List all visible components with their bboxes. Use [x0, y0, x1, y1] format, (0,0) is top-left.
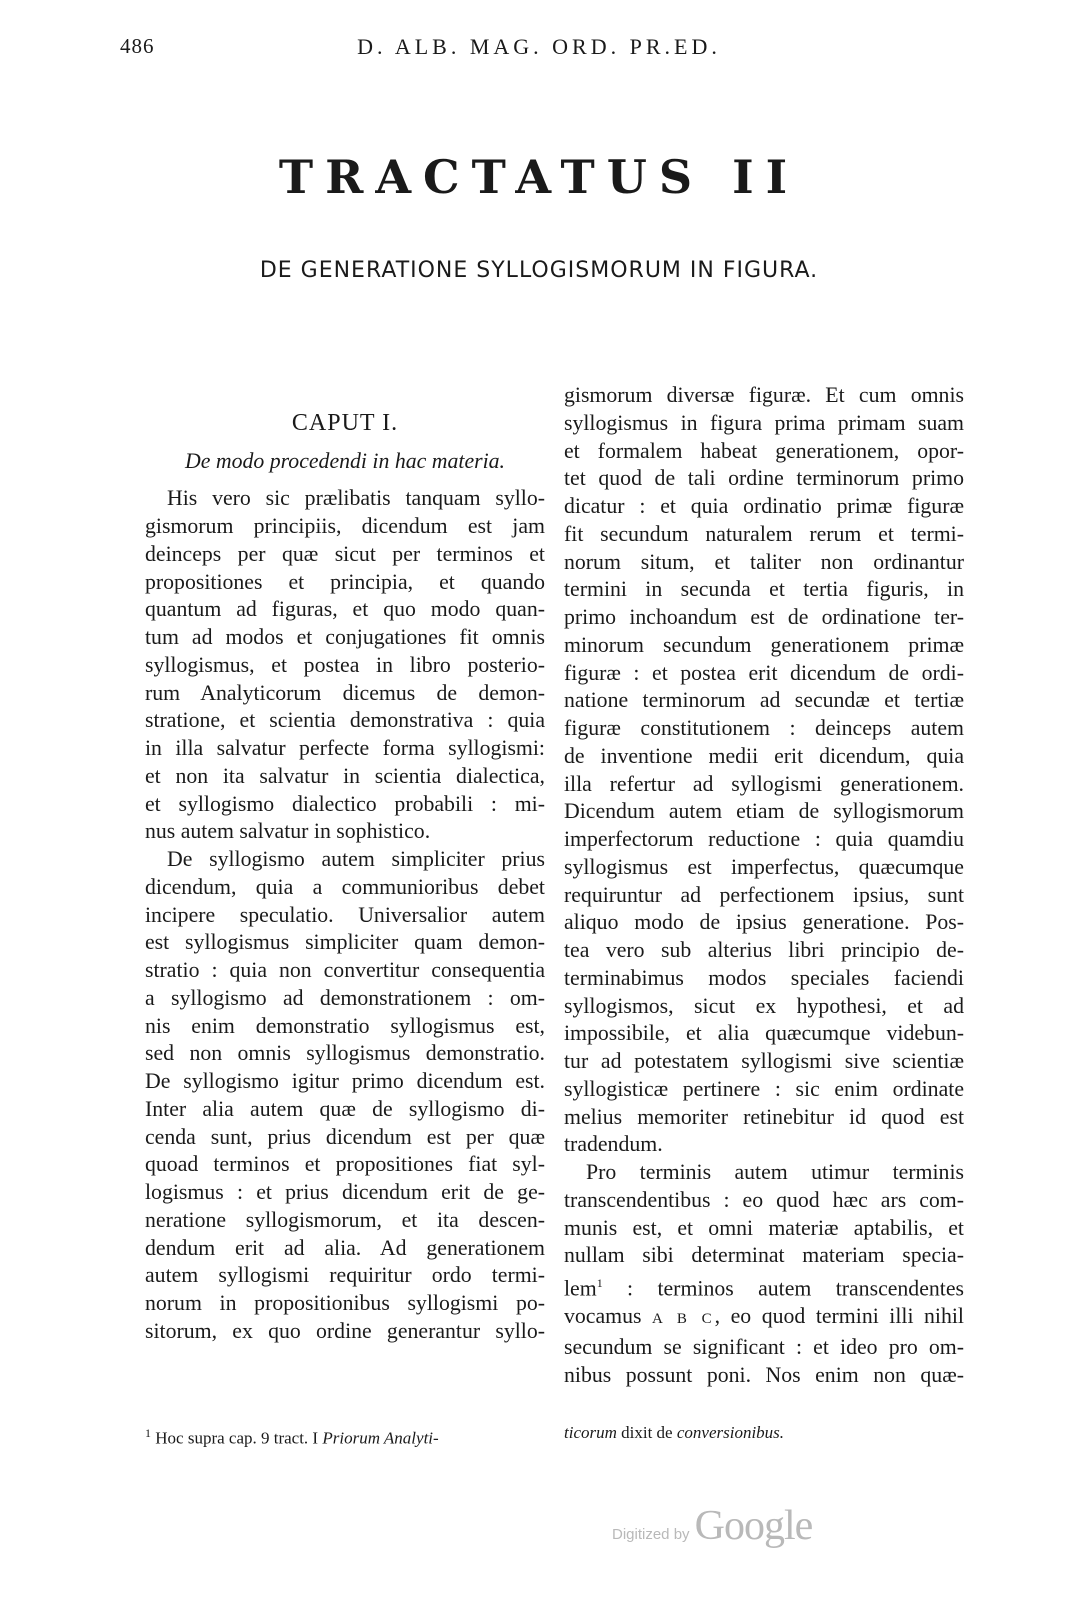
text-line: transcendentibus : eo quod hæc ars com-	[564, 1187, 964, 1212]
text-line: neratione syllogismorum, et ita descen-	[145, 1207, 545, 1232]
digitized-watermark	[612, 1502, 872, 1552]
text-line: syllogismus, et postea in libro posterio-	[145, 652, 545, 677]
text-line: nullam sibi determinat materiam specia-	[564, 1243, 964, 1268]
text-line: natione terminorum ad secundæ et tertiæ	[564, 688, 964, 713]
text-line: dendum erit ad alia. Ad generationem	[145, 1235, 545, 1260]
text-line: stratio : quia non convertitur consequentia	[145, 958, 545, 982]
running-head	[0, 28, 1078, 64]
text-line: de inventione medii erit dicendum, quia	[564, 743, 964, 768]
text-line: incipere speculatio. Universalior autem	[145, 902, 545, 927]
footnote-text: Hoc supra cap. 9 tract. I	[155, 1428, 319, 1448]
text-line	[564, 1303, 964, 1334]
text-line: requiruntur ad perfectionem ipsius, sunt	[564, 882, 964, 907]
text-line: nus autem salvatur in sophistico.	[145, 819, 431, 844]
text-line: syllogismus est imperfectus, quæcumque	[564, 854, 964, 879]
footnote-number: 1	[145, 1426, 151, 1440]
footnote-text: dixit de	[621, 1423, 673, 1442]
text-line: tradendum.	[564, 1132, 663, 1157]
text-line: munis est, et omni materiæ aptabilis, et	[564, 1215, 964, 1240]
digitized-by-text: Digitized by	[612, 1526, 690, 1543]
text-line: minorum secundum generationem primæ	[564, 632, 964, 657]
text-fragment: vocamus	[564, 1304, 642, 1329]
text-line: nibus possunt poni. Nos enim non quæ-	[564, 1362, 964, 1387]
text-line: logismus : et prius dicendum erit de ge-	[145, 1180, 545, 1204]
paragraph	[145, 846, 545, 1346]
text-line: et formalem habeat generationem, opor-	[564, 438, 964, 463]
text-line: tum ad modos et conjugationes fit omnis	[145, 625, 545, 649]
text-line: tet quod de tali ordine terminorum primo	[564, 466, 964, 491]
text-line	[564, 1270, 964, 1303]
text-line: impossibile, et alia quæcumque videbun-	[564, 1021, 964, 1046]
text-line: syllogisticæ pertinere : sic enim ordinate	[564, 1076, 964, 1101]
text-line: termini in secunda et tertia figuris, in	[564, 577, 964, 602]
text-line: stratione, et scientia demonstrativa : quia	[145, 708, 545, 733]
text-line: tur ad potestatem syllogismi sive scientiæ	[564, 1049, 964, 1073]
text-line: nis enim demonstratio syllogismus est,	[145, 1013, 545, 1038]
text-line: melius memoriter retinebitur id quod est	[564, 1104, 964, 1129]
text-line: illa refertur ad syllogismi generationem.	[564, 771, 964, 796]
text-line: sitorum, ex quo ordine generantur syllo-	[145, 1318, 545, 1343]
paragraph	[564, 382, 964, 1159]
text-fragment: lem	[564, 1276, 597, 1301]
text-line: Pro terminis autem utimur terminis	[586, 1160, 964, 1184]
text-line: dicatur : et quia ordinatio primæ figuræ	[564, 494, 964, 518]
text-line: gismorum principiis, dicendum est jam	[145, 514, 545, 538]
text-line: tea vero sub alterius libri principio de-	[564, 938, 964, 962]
text-line: aliquo modo de ipsius generatione. Pos-	[564, 910, 964, 935]
text-line: dicendum, quia a communioribus debet	[145, 874, 545, 899]
footnote-right	[564, 1422, 964, 1444]
text-line: quoad terminos et propositiones fiat syl-	[145, 1152, 545, 1177]
footnote-italic: conversionibus.	[676, 1423, 785, 1442]
text-line: primo inchoandum est de ordinatione ter-	[564, 605, 964, 629]
left-column	[145, 382, 545, 1346]
paragraph	[564, 1159, 964, 1389]
text-fragment: : terminos autem transcendentes	[627, 1276, 964, 1301]
text-line: a syllogismo ad demonstrationem : om-	[145, 985, 545, 1010]
text-line: terminabimus modos speciales faciendi	[564, 965, 964, 990]
text-line: est syllogismus simpliciter quam demon-	[145, 930, 545, 955]
text-line: quantum ad figuras, et quo modo quan-	[145, 597, 545, 622]
text-line: figuræ : et postea erit dicendum de ordi-	[564, 660, 964, 685]
text-line: propositiones et principia, et quando	[145, 569, 545, 594]
text-line: fit secundum naturalem rerum et termi-	[564, 521, 964, 546]
page-number: 486	[120, 34, 155, 58]
text-line: Inter alia autem quæ de syllogismo di-	[145, 1096, 545, 1121]
text-line: figuræ constitutionem : deinceps autem	[564, 716, 964, 740]
text-line: syllogismus in figura prima primam suam	[564, 410, 964, 435]
footnote-marker: 1	[596, 1276, 603, 1290]
text-line: norum in propositionibus syllogismi po-	[145, 1291, 545, 1315]
text-line: cenda sunt, prius dicendum est per quæ	[145, 1124, 545, 1149]
tract-title: TRACTATUS II	[278, 150, 800, 204]
chapter-heading: CAPUT I.	[291, 409, 399, 436]
text-line: Dicendum autem etiam de syllogismorum	[564, 799, 964, 824]
text-line: gismorum diversæ figuræ. Et cum omnis	[564, 383, 964, 407]
text-line: His vero sic prælibatis tanquam syllo-	[167, 486, 545, 511]
google-logo: Google	[694, 1503, 813, 1549]
tract-subtitle: DE GENERATIONE SYLLOGISMORUM IN FIGURA.	[259, 258, 819, 283]
running-title: D. ALB. MAG. ORD. PR.ED.	[357, 34, 721, 59]
text-line: imperfectorum reductione : quia quamdiu	[564, 827, 964, 851]
footnote-italic: ticorum	[564, 1423, 617, 1442]
text-line: norum situm, et taliter non ordinantur	[564, 549, 964, 574]
text-line: secundum se significant : et ideo pro om-	[564, 1334, 964, 1359]
spacer	[145, 475, 545, 485]
text-line: De syllogismo igitur primo dicendum est.	[145, 1069, 545, 1093]
footnote-italic: Priorum Analyti-	[322, 1428, 439, 1448]
text-line: rum Analyticorum dicemus de demon-	[145, 680, 545, 705]
text-fragment: , eo quod termini illi nihil	[714, 1304, 964, 1329]
chapter-subheading: De modo procedendi in hac materia.	[184, 448, 506, 473]
text-line: et non ita salvatur in scientia dialectica,	[145, 763, 545, 788]
text-line: syllogismos, sicut ex hypothesi, et ad	[564, 993, 964, 1018]
text-line: deinceps per quæ sicut per terminos et	[145, 541, 545, 566]
paragraph	[145, 485, 545, 846]
text-line: in illa salvatur perfecte forma syllogismi:	[145, 736, 545, 760]
small-caps-letters: A B C	[652, 1311, 715, 1328]
right-column	[564, 382, 964, 1389]
text-line: autem syllogismi requiritur ordo termi-	[145, 1263, 545, 1288]
spacer	[145, 382, 545, 410]
text-line: De syllogismo autem simpliciter prius	[167, 847, 545, 871]
text-line: et syllogismo dialectico probabili : mi-	[145, 791, 545, 816]
footnote-left	[145, 1422, 545, 1450]
spacer	[145, 438, 545, 448]
text-line: sed non omnis syllogismus demonstratio.	[145, 1041, 545, 1066]
